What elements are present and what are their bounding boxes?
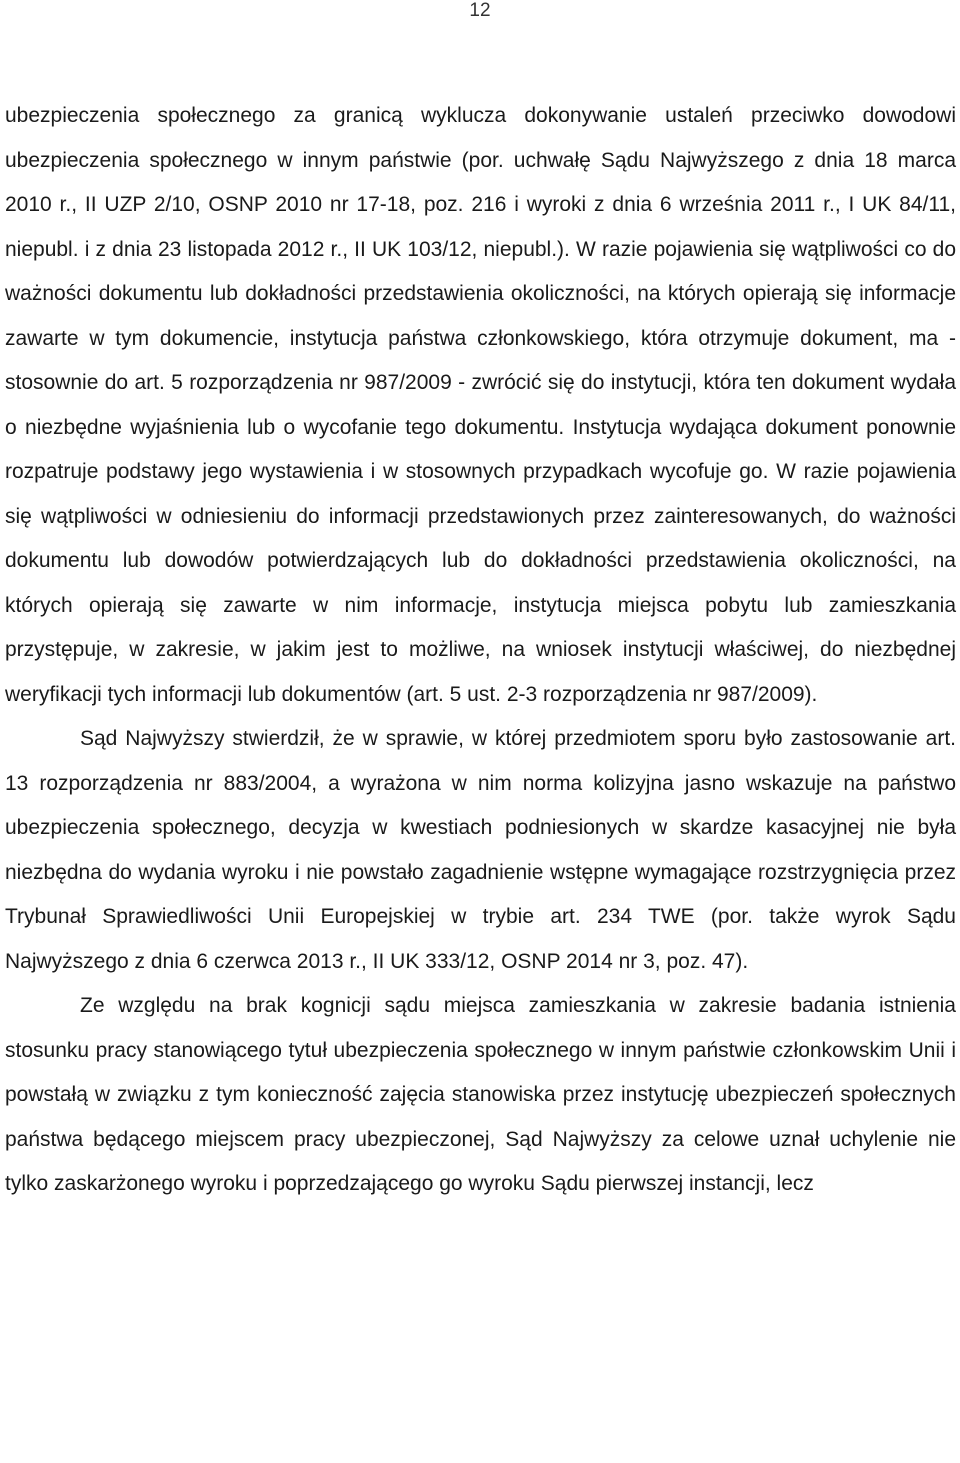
paragraph-supreme-court-finding: Sąd Najwyższy stwierdził, że w sprawie, w której przedmiotem sporu było zastosowanie art. 13 rozporządzenia nr 883/2004, a wyrażona w nim norma kolizyjna jasno wskazuje na państwo ubezpieczenia społecznego, decyzja w kwestiach podniesionych w skardze kasacyjnej nie była niezbędna do wydania wyroku i nie powstało zagadnienie wstępne wymagające rozstrzygnięcia przez Trybunał Sprawiedliwości Unii Europejskiej w trybie art. 234 TWE (por. także wyrok Sądu Najwyższego z dnia 6 czerwca 2013 r., II UK 333/12, OSNP 2014 nr 3, poz. 47). bbox=[5, 727, 956, 973]
page-number: 12 bbox=[469, 0, 491, 21]
paragraph-continuation: ubezpieczenia społecznego za granicą wyklucza dokonywanie ustaleń przeciwko dowodowi ubezpieczenia społecznego w innym państwie (por. uchwałę Sądu Najwyższego z dnia 18 marca 2010 r., II UZP 2/10, OSNP 2010 nr 17-18, poz. 216 i wyroki z dnia 6 września 2011 r., I UK 84/11, niepubl. i z dnia 23 listopada 2012 r., II UK 103/12, niepubl.). W razie pojawienia się wątpliwości co do ważności dokumentu lub dokładności przedstawienia okoliczności, na których opierają się informacje zawarte w tym dokumencie, instytucja państwa członkowskiego, która otrzymuje dokument, ma - stosownie do art. 5 rozporządzenia nr 987/2009 - zwrócić się do instytucji, która ten dokument wydała o niezbędne wyjaśnienia lub o wycofanie tego dokumentu. Instytucja wydająca dokument ponownie rozpatruje podstawy jego wystawienia i w stosownych przypadkach wycofuje go. W razie pojawienia się wątpliwości w odniesieniu do informacji przedstawionych przez zainteresowanych, do ważności dokumentu lub dowodów potwierdzających lub do dokładności przedstawienia okoliczności, na których opierają się zawarte w nim informacje, instytucja miejsca pobytu lub zamieszkania przystępuje, w zakresie, w jakim jest to możliwe, na wniosek instytucji właściwej, do niezbędnej weryfikacji tych informacji lub dokumentów (art. 5 ust. 2-3 rozporządzenia nr 987/2009). bbox=[5, 104, 956, 706]
document-body bbox=[5, 94, 956, 1207]
paragraph-cognition: Ze względu na brak kognicji sądu miejsca zamieszkania w zakresie badania istnienia stosunku pracy stanowiącego tytuł ubezpieczenia społecznego w innym państwie członkowskim Unii i powstałą w związku z tym konieczność zajęcia stanowiska przez instytucję ubezpieczeń społecznych państwa będącego miejscem pracy ubezpieczonej, Sąd Najwyższy za celowe uznał uchylenie nie tylko zaskarżonego wyroku i poprzedzającego go wyroku Sądu pierwszej instancji, lecz bbox=[5, 994, 956, 1195]
